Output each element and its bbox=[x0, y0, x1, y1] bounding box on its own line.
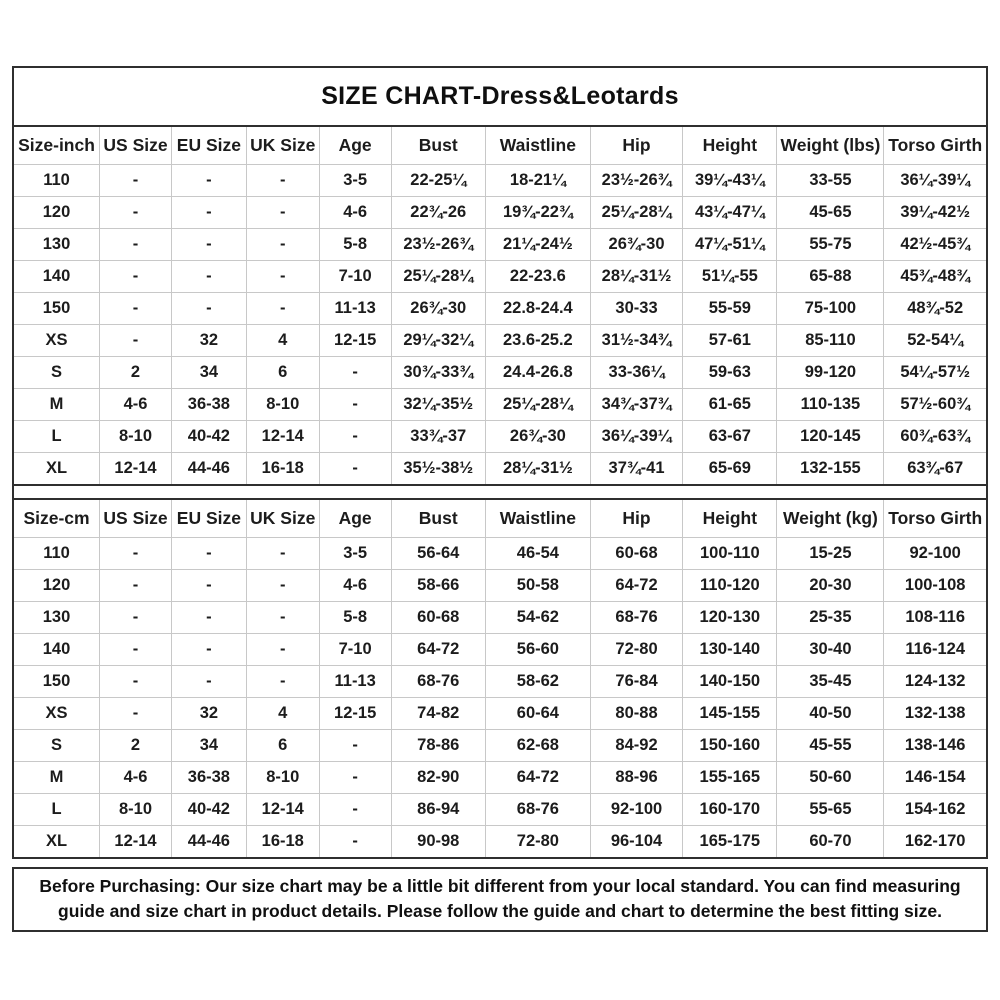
table-cell: 12-14 bbox=[100, 453, 172, 485]
table-cell: - bbox=[100, 165, 172, 197]
table-cell: L bbox=[14, 794, 100, 826]
table-cell: 16-18 bbox=[246, 826, 319, 858]
table-cell: 65-88 bbox=[777, 261, 884, 293]
table-cell: 57½-60¾ bbox=[884, 389, 986, 421]
table-cell: 62-68 bbox=[485, 730, 590, 762]
table-cell: XS bbox=[14, 698, 100, 730]
table-cell: 36-38 bbox=[171, 389, 246, 421]
table-cell: 5-8 bbox=[319, 602, 391, 634]
table-cell: 54-62 bbox=[485, 602, 590, 634]
purchase-note: Before Purchasing: Our size chart may be a little bit different from your local standard. You can find measuring guide and size chart in product details. Please follow the guide and chart to determine the best fitting size. bbox=[12, 867, 988, 932]
header-row bbox=[14, 500, 986, 538]
table-cell: 78-86 bbox=[391, 730, 485, 762]
table-cell: - bbox=[100, 538, 172, 570]
table-cell: - bbox=[100, 229, 172, 261]
table-cell: 3-5 bbox=[319, 538, 391, 570]
table-cell: 63-67 bbox=[683, 421, 777, 453]
table-cell: 44-46 bbox=[171, 826, 246, 858]
table-cell: 11-13 bbox=[319, 293, 391, 325]
table-row bbox=[14, 421, 986, 453]
size-table-cm bbox=[14, 500, 986, 857]
table-cell: 7-10 bbox=[319, 634, 391, 666]
table-cell: 56-60 bbox=[485, 634, 590, 666]
table-cell: 120 bbox=[14, 197, 100, 229]
table-cell: 12-15 bbox=[319, 325, 391, 357]
table-cell: 110 bbox=[14, 165, 100, 197]
table-cell: 23.6-25.2 bbox=[485, 325, 590, 357]
header-cell: Age bbox=[319, 127, 391, 165]
table-cell: 6 bbox=[246, 357, 319, 389]
table-cell: 68-76 bbox=[485, 794, 590, 826]
table-cell: - bbox=[100, 698, 172, 730]
table-cell: 60¾-63¾ bbox=[884, 421, 986, 453]
table-cell: 45¾-48¾ bbox=[884, 261, 986, 293]
table-cell: 40-42 bbox=[171, 794, 246, 826]
table-cell: - bbox=[319, 826, 391, 858]
table-cell: 4 bbox=[246, 325, 319, 357]
table-cell: 130 bbox=[14, 229, 100, 261]
table-cell: 155-165 bbox=[683, 762, 777, 794]
table-cell: 34 bbox=[171, 730, 246, 762]
table-cell: 12-15 bbox=[319, 698, 391, 730]
table-cell: 30-40 bbox=[777, 634, 884, 666]
table-cell: 58-62 bbox=[485, 666, 590, 698]
table-row bbox=[14, 538, 986, 570]
table-cell: 45-65 bbox=[777, 197, 884, 229]
table-cell: - bbox=[246, 570, 319, 602]
table-cell: 44-46 bbox=[171, 453, 246, 485]
table-cell: 120-130 bbox=[683, 602, 777, 634]
table-cell: 26¾-30 bbox=[590, 229, 682, 261]
table-cell: - bbox=[319, 357, 391, 389]
table-cell: 35½-38½ bbox=[391, 453, 485, 485]
table-row bbox=[14, 570, 986, 602]
table-cell: S bbox=[14, 357, 100, 389]
table-cell: - bbox=[246, 634, 319, 666]
table-cell: 64-72 bbox=[485, 762, 590, 794]
table-row bbox=[14, 325, 986, 357]
table-cell: - bbox=[246, 197, 319, 229]
table-cell: - bbox=[319, 421, 391, 453]
header-cell: Torso Girth bbox=[884, 127, 986, 165]
table-cell: 2 bbox=[100, 357, 172, 389]
table-cell: 8-10 bbox=[100, 794, 172, 826]
size-table-inch bbox=[14, 127, 986, 484]
table-cell: 23½-26¾ bbox=[590, 165, 682, 197]
size-chart-panel bbox=[12, 66, 988, 859]
table-row bbox=[14, 826, 986, 858]
table-cell: 29¼-32¼ bbox=[391, 325, 485, 357]
header-cell: Height bbox=[683, 500, 777, 538]
table-cell: 33-36¼ bbox=[590, 357, 682, 389]
table-cell: 25¼-28¼ bbox=[485, 389, 590, 421]
table-cell: - bbox=[100, 293, 172, 325]
table-cell: 31½-34¾ bbox=[590, 325, 682, 357]
table-cell: 30¾-33¾ bbox=[391, 357, 485, 389]
header-row bbox=[14, 127, 986, 165]
table-cell: 26¾-30 bbox=[485, 421, 590, 453]
table-cell: 4-6 bbox=[319, 570, 391, 602]
table-cell: 40-50 bbox=[777, 698, 884, 730]
table-cell: 56-64 bbox=[391, 538, 485, 570]
table-cell: 12-14 bbox=[246, 421, 319, 453]
header-cell: Height bbox=[683, 127, 777, 165]
table-cell: 63¾-67 bbox=[907, 459, 964, 477]
table-cell: 160-170 bbox=[683, 794, 777, 826]
table-cell: 138-146 bbox=[884, 730, 986, 762]
header-cell: Age bbox=[319, 500, 391, 538]
table-cell: 100-110 bbox=[683, 538, 777, 570]
table-cell: 12-14 bbox=[246, 794, 319, 826]
table-row bbox=[14, 261, 986, 293]
table-cell: 15-25 bbox=[777, 538, 884, 570]
table-cell: 39¼-42½ bbox=[884, 197, 986, 229]
table-cell: 140 bbox=[14, 261, 100, 293]
table-row bbox=[14, 794, 986, 826]
table-cell: S bbox=[14, 730, 100, 762]
table-cell: 2 bbox=[100, 730, 172, 762]
table-cell: 50-58 bbox=[485, 570, 590, 602]
table-cell: 76-84 bbox=[590, 666, 682, 698]
header-cell: Size-inch bbox=[14, 127, 100, 165]
table-row bbox=[14, 293, 986, 325]
table-cell: - bbox=[100, 634, 172, 666]
table-cell: 52-54¼ bbox=[884, 325, 986, 357]
table-cell: - bbox=[319, 730, 391, 762]
table-cell: 96-104 bbox=[590, 826, 682, 858]
table-cell: 39¼-43¼ bbox=[683, 165, 777, 197]
table-cell: - bbox=[100, 570, 172, 602]
table-cell: 36¼-39¼ bbox=[590, 421, 682, 453]
table-cell: 132-138 bbox=[884, 698, 986, 730]
table-cell: - bbox=[319, 762, 391, 794]
table-cell: - bbox=[246, 165, 319, 197]
table-cell: 150 bbox=[14, 293, 100, 325]
table-cell: 24.4-26.8 bbox=[485, 357, 590, 389]
header-cell: Hip bbox=[590, 127, 682, 165]
table-cell: - bbox=[319, 453, 391, 485]
table-cell: 30-33 bbox=[590, 293, 682, 325]
table-cell: 8-10 bbox=[246, 762, 319, 794]
table-row bbox=[14, 453, 986, 485]
table-cell: 61-65 bbox=[683, 389, 777, 421]
table-cell: 32 bbox=[171, 325, 246, 357]
table-cell: - bbox=[171, 602, 246, 634]
table-cell: 22-25¼ bbox=[391, 165, 485, 197]
table-cell: 100-108 bbox=[884, 570, 986, 602]
table-cell: 51¼-55 bbox=[683, 261, 777, 293]
table-cell: 23½-26¾ bbox=[391, 229, 485, 261]
table-cell: - bbox=[171, 261, 246, 293]
table-cell: 68-76 bbox=[391, 666, 485, 698]
table-cell: 140 bbox=[14, 634, 100, 666]
table-cell: 54¼-57½ bbox=[884, 357, 986, 389]
table-cell: 11-13 bbox=[319, 666, 391, 698]
table-cell: 64-72 bbox=[590, 570, 682, 602]
table-cell: 55-65 bbox=[777, 794, 884, 826]
table-cell: - bbox=[246, 229, 319, 261]
table-cell: - bbox=[100, 602, 172, 634]
table-cell: 4-6 bbox=[100, 762, 172, 794]
header-cell: Size-cm bbox=[14, 500, 100, 538]
table-cell: 36-38 bbox=[171, 762, 246, 794]
table-cell: 4-6 bbox=[319, 197, 391, 229]
table-cell: 75-100 bbox=[777, 293, 884, 325]
header-cell: EU Size bbox=[171, 500, 246, 538]
table-cell: 37¾-41 bbox=[590, 453, 682, 485]
table-cell: - bbox=[319, 794, 391, 826]
table-cell: 8-10 bbox=[100, 421, 172, 453]
table-cell: 132-155 bbox=[777, 453, 884, 485]
table-cell: 19¾-22¾ bbox=[485, 197, 590, 229]
table-cell: 92-100 bbox=[590, 794, 682, 826]
table-row bbox=[14, 357, 986, 389]
table-cell: 22.8-24.4 bbox=[485, 293, 590, 325]
header-cell: Weight (kg) bbox=[777, 500, 884, 538]
table-cell: - bbox=[171, 165, 246, 197]
table-cell: 72-80 bbox=[590, 634, 682, 666]
table-cell: 25¼-28¼ bbox=[590, 197, 682, 229]
table-cell: - bbox=[171, 634, 246, 666]
table-cell: 35-45 bbox=[777, 666, 884, 698]
table-row bbox=[14, 165, 986, 197]
table-cell: 18-21¼ bbox=[485, 165, 590, 197]
table-cell: 64-72 bbox=[391, 634, 485, 666]
table-cell: - bbox=[246, 538, 319, 570]
size-table-inch-section bbox=[14, 127, 986, 486]
table-cell: 110 bbox=[14, 538, 100, 570]
table-cell: 60-64 bbox=[485, 698, 590, 730]
header-cell: US Size bbox=[100, 500, 172, 538]
table-cell: 55-59 bbox=[683, 293, 777, 325]
size-table-cm-section bbox=[14, 498, 986, 857]
table-cell: 5-8 bbox=[319, 229, 391, 261]
table-cell: 60-68 bbox=[590, 538, 682, 570]
header-cell: Torso Girth bbox=[884, 500, 986, 538]
table-cell: - bbox=[246, 261, 319, 293]
table-row bbox=[14, 602, 986, 634]
table-cell: 68-76 bbox=[590, 602, 682, 634]
table-cell: 162-170 bbox=[904, 832, 966, 850]
table-cell: 50-60 bbox=[777, 762, 884, 794]
table-cell: 120 bbox=[14, 570, 100, 602]
table-row bbox=[14, 229, 986, 261]
table-cell: 43¼-47¼ bbox=[683, 197, 777, 229]
table-cell: - bbox=[171, 197, 246, 229]
table-cell: 34¾-37¾ bbox=[590, 389, 682, 421]
table-cell: 120-145 bbox=[777, 421, 884, 453]
table-cell: 65-69 bbox=[683, 453, 777, 485]
table-separator bbox=[14, 486, 986, 498]
table-cell: 130 bbox=[14, 602, 100, 634]
table-cell: 110-120 bbox=[683, 570, 777, 602]
table-cell: 88-96 bbox=[590, 762, 682, 794]
table-cell: 25-35 bbox=[777, 602, 884, 634]
table-cell: 130-140 bbox=[683, 634, 777, 666]
table-cell: - bbox=[100, 197, 172, 229]
table-cell: 146-154 bbox=[884, 762, 986, 794]
table-cell: XL bbox=[14, 826, 100, 858]
header-cell: Waistline bbox=[485, 127, 590, 165]
table-cell: 28¼-31½ bbox=[590, 261, 682, 293]
header-cell: US Size bbox=[100, 127, 172, 165]
header-cell: Bust bbox=[391, 127, 485, 165]
table-row bbox=[14, 698, 986, 730]
table-cell: 72-80 bbox=[485, 826, 590, 858]
table-cell: 55-75 bbox=[777, 229, 884, 261]
header-cell: Weight (lbs) bbox=[777, 127, 884, 165]
table-row bbox=[14, 389, 986, 421]
table-cell: 21¼-24½ bbox=[485, 229, 590, 261]
table-cell: 58-66 bbox=[391, 570, 485, 602]
table-cell: 16-18 bbox=[246, 453, 319, 485]
table-cell: 7-10 bbox=[319, 261, 391, 293]
table-cell: 150 bbox=[14, 666, 100, 698]
page-title: SIZE CHART-Dress&Leotards bbox=[14, 68, 986, 127]
table-cell: 145-155 bbox=[683, 698, 777, 730]
table-cell: 84-92 bbox=[590, 730, 682, 762]
table-cell: 40-42 bbox=[171, 421, 246, 453]
table-cell: 57-61 bbox=[683, 325, 777, 357]
table-cell: 20-30 bbox=[777, 570, 884, 602]
header-cell: EU Size bbox=[171, 127, 246, 165]
table-cell: 47¼-51¼ bbox=[683, 229, 777, 261]
table-cell: 26¾-30 bbox=[391, 293, 485, 325]
table-cell: 99-120 bbox=[777, 357, 884, 389]
table-cell: - bbox=[171, 538, 246, 570]
table-cell: M bbox=[14, 762, 100, 794]
table-cell: 46-54 bbox=[485, 538, 590, 570]
table-cell: 25¼-28¼ bbox=[391, 261, 485, 293]
table-cell: 33-55 bbox=[777, 165, 884, 197]
table-cell: 140-150 bbox=[683, 666, 777, 698]
table-cell: XL bbox=[14, 453, 100, 485]
table-cell: 45-55 bbox=[777, 730, 884, 762]
table-cell: 4-6 bbox=[100, 389, 172, 421]
table-cell: 8-10 bbox=[246, 389, 319, 421]
table-cell: 22¾-26 bbox=[391, 197, 485, 229]
table-row bbox=[14, 634, 986, 666]
table-cell: 92-100 bbox=[884, 538, 986, 570]
table-row bbox=[14, 730, 986, 762]
table-cell: 124-132 bbox=[884, 666, 986, 698]
table-cell: - bbox=[246, 293, 319, 325]
table-cell: 12-14 bbox=[100, 826, 172, 858]
table-cell: - bbox=[100, 261, 172, 293]
table-cell: 80-88 bbox=[590, 698, 682, 730]
table-cell: 22-23.6 bbox=[485, 261, 590, 293]
table-cell: - bbox=[171, 570, 246, 602]
header-cell: UK Size bbox=[246, 127, 319, 165]
table-cell: - bbox=[246, 666, 319, 698]
table-cell: 42½-45¾ bbox=[884, 229, 986, 261]
table-row bbox=[14, 666, 986, 698]
table-cell: 28¼-31½ bbox=[485, 453, 590, 485]
table-cell: 154-162 bbox=[884, 794, 986, 826]
table-cell: 32¼-35½ bbox=[391, 389, 485, 421]
header-cell: UK Size bbox=[246, 500, 319, 538]
header-cell: Waistline bbox=[485, 500, 590, 538]
table-cell: 48¾-52 bbox=[884, 293, 986, 325]
table-cell: 90-98 bbox=[391, 826, 485, 858]
table-cell: 59-63 bbox=[683, 357, 777, 389]
table-cell: M bbox=[14, 389, 100, 421]
table-cell: 33¾-37 bbox=[391, 421, 485, 453]
table-cell: 82-90 bbox=[391, 762, 485, 794]
table-cell: 150-160 bbox=[683, 730, 777, 762]
table-cell: - bbox=[100, 325, 172, 357]
table-cell: - bbox=[171, 229, 246, 261]
table-cell: 116-124 bbox=[884, 634, 986, 666]
header-cell: Hip bbox=[590, 500, 682, 538]
table-cell: 36¼-39¼ bbox=[884, 165, 986, 197]
table-cell: 34 bbox=[171, 357, 246, 389]
header-cell: Bust bbox=[391, 500, 485, 538]
table-cell: - bbox=[171, 666, 246, 698]
table-cell: 3-5 bbox=[319, 165, 391, 197]
table-cell: - bbox=[319, 389, 391, 421]
table-cell: 85-110 bbox=[777, 325, 884, 357]
table-cell: 60-68 bbox=[391, 602, 485, 634]
table-cell: 6 bbox=[246, 730, 319, 762]
table-cell: 32 bbox=[171, 698, 246, 730]
table-row bbox=[14, 197, 986, 229]
table-cell: 86-94 bbox=[391, 794, 485, 826]
table-cell: 74-82 bbox=[391, 698, 485, 730]
table-cell: XS bbox=[14, 325, 100, 357]
table-cell: 4 bbox=[246, 698, 319, 730]
table-cell: 108-116 bbox=[884, 602, 986, 634]
table-cell: - bbox=[100, 666, 172, 698]
table-row bbox=[14, 762, 986, 794]
table-cell: 165-175 bbox=[683, 826, 777, 858]
table-cell: 110-135 bbox=[777, 389, 884, 421]
table-cell: - bbox=[246, 602, 319, 634]
table-cell: L bbox=[14, 421, 100, 453]
table-cell: - bbox=[171, 293, 246, 325]
table-cell: 60-70 bbox=[777, 826, 884, 858]
